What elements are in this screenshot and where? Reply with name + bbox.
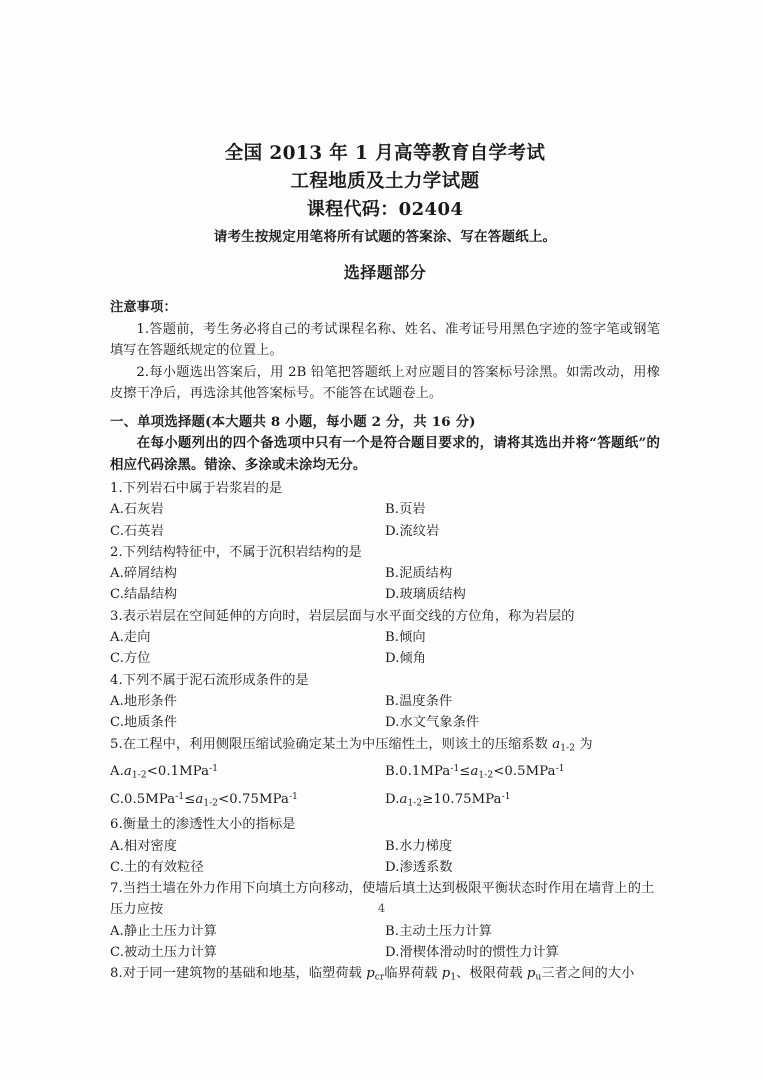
- option-b[interactable]: B.水力梯度: [385, 838, 453, 854]
- option-row: [110, 691, 660, 712]
- note-item-2: 2.每小题选出答案后，用 2B 铅笔把答题纸上对应题目的答案标号涂黑。如需改动，用橡皮擦干净后，再选涂其他答案标号。不能答在试题卷上。: [110, 364, 660, 401]
- unit-exponent: -1: [501, 791, 511, 802]
- question-stem-prefix: 5.在工程中，利用侧限压缩试验确定某土为中压缩性土，则该土的压缩系数: [110, 736, 553, 752]
- option-row: [110, 648, 660, 669]
- option-lead: 0.1MPa: [399, 764, 451, 780]
- exam-subject-title: 工程地质及土力学试题: [290, 171, 480, 192]
- title-block: [110, 140, 660, 223]
- option-expression: ≥10.75MPa: [422, 791, 502, 807]
- variable-p-1-subscript: 1: [450, 972, 457, 983]
- page-number: 4: [377, 901, 386, 915]
- option-b[interactable]: B.泥质结构: [385, 566, 453, 582]
- variable-p-u-subscript: u: [535, 972, 542, 983]
- question-stem-part-1: 8.对于同一建筑物的基础和地基，临塑荷载: [110, 966, 367, 982]
- question-item: [110, 814, 660, 878]
- option-row: [110, 712, 660, 733]
- option-c[interactable]: C.地质条件: [110, 715, 178, 731]
- variable-p-cr-subscript: cr: [374, 972, 385, 983]
- relation-operator: ≤: [184, 791, 196, 807]
- question-item: [110, 542, 660, 606]
- exam-title-line-1: 全国 2013 年 1 月高等教育自学考试: [224, 143, 546, 164]
- option-a[interactable]: A.走向: [110, 630, 151, 646]
- option-expression: <0.75MPa: [218, 791, 289, 807]
- question-stem-part-4: 三者之间的大小: [541, 966, 635, 982]
- option-row: [110, 499, 660, 520]
- notes-heading: 注意事项：: [110, 300, 177, 315]
- option-label: B.: [385, 764, 400, 780]
- option-c[interactable]: [110, 787, 385, 815]
- option-row: [110, 584, 660, 605]
- option-expression: <0.5MPa: [493, 764, 556, 780]
- option-d[interactable]: [385, 787, 660, 815]
- variable-a-subscript: 1-2: [560, 742, 576, 753]
- option-label: C.: [110, 791, 125, 807]
- variable-a-subscript: 1-2: [203, 798, 219, 808]
- option-a[interactable]: A.相对密度: [110, 838, 178, 854]
- question-stem-part-3: 、极限荷载: [456, 966, 527, 982]
- option-row: [110, 942, 660, 963]
- unit-exponent: -1: [209, 764, 219, 775]
- option-d[interactable]: D.流纹岩: [385, 523, 440, 539]
- option-d[interactable]: D.渗透系数: [385, 859, 453, 875]
- option-d[interactable]: D.水文气象条件: [385, 715, 480, 731]
- variable-p-u: p: [526, 966, 536, 982]
- question-stem: 6.衡量土的渗透性大小的指标是: [110, 817, 296, 833]
- option-c[interactable]: C.方位: [110, 651, 151, 667]
- question-stem-part-2: 临界荷载: [384, 966, 442, 982]
- question-stem: 2.下列结构特征中，不属于沉积岩结构的是: [110, 544, 362, 560]
- option-b[interactable]: B.倾向: [385, 630, 426, 646]
- option-b[interactable]: B.主动土压力计算: [385, 923, 493, 939]
- variable-a: a: [470, 764, 479, 780]
- option-d[interactable]: D.倾角: [385, 651, 427, 667]
- option-a[interactable]: A.碎屑结构: [110, 566, 178, 582]
- option-row: [110, 787, 660, 815]
- option-row: [110, 563, 660, 584]
- option-a[interactable]: [110, 759, 385, 787]
- variable-a-subscript: 1-2: [478, 770, 494, 781]
- variable-a-subscript: 1-2: [407, 798, 423, 808]
- option-c[interactable]: C.被动土压力计算: [110, 945, 218, 961]
- variable-a: a: [123, 764, 132, 780]
- unit-exponent: -1: [450, 764, 460, 775]
- option-row: [110, 627, 660, 648]
- question-item: [110, 478, 660, 542]
- option-a[interactable]: A.石灰岩: [110, 502, 164, 518]
- option-row: [110, 521, 660, 542]
- question-stem: [110, 734, 660, 760]
- variable-a: a: [399, 791, 408, 807]
- option-b[interactable]: B.页岩: [385, 502, 426, 518]
- section-description: 在每小题列出的四个备选项中只有一个是符合题目要求的，请将其选出并将“答题纸”的相应代码涂黑。错涂、多涂或未涂均无分。: [110, 435, 660, 473]
- option-label: D.: [385, 791, 400, 807]
- option-b[interactable]: [385, 759, 660, 787]
- notes-block: [110, 297, 660, 405]
- option-d[interactable]: D.滑楔体滑动时的惯性力计算: [385, 945, 559, 961]
- option-label: A.: [110, 764, 124, 780]
- part-title: 选择题部分: [343, 263, 427, 282]
- option-expression: <0.1MPa: [146, 764, 210, 780]
- question-stem: 1.下列岩石中属于岩浆岩的是: [110, 481, 283, 496]
- question-stem: [110, 963, 660, 989]
- option-a[interactable]: A.静止土压力计算: [110, 923, 217, 939]
- section-block: [110, 412, 660, 477]
- question-stem: 7.当挡土墙在外力作用下向填土方向移动，使墙后填土达到极限平衡状态时作用在墙背上的土压力应按: [110, 881, 655, 918]
- option-row: [110, 836, 660, 857]
- question-item: [110, 963, 660, 989]
- option-a[interactable]: A.地形条件: [110, 693, 178, 709]
- unit-exponent: -1: [288, 791, 298, 802]
- unit-exponent: -1: [555, 764, 565, 775]
- question-item: [110, 606, 660, 670]
- option-c[interactable]: C.石英岩: [110, 523, 164, 539]
- section-title: 一、单项选择题(本大题共 8 小题，每小题 2 分，共 16 分): [110, 413, 476, 430]
- option-row: [110, 921, 660, 942]
- question-item: [110, 734, 660, 815]
- page-content: [110, 140, 660, 989]
- question-item: [110, 670, 660, 734]
- question-stem: 3.表示岩层在空间延伸的方向时，岩层层面与水平面交线的方位角，称为岩层的: [110, 608, 575, 624]
- exam-instruction-line: 请考生按规定用笔将所有试题的答案涂、写在答题纸上。: [213, 229, 557, 245]
- variable-a: a: [195, 791, 204, 807]
- option-d[interactable]: D.玻璃质结构: [385, 587, 466, 603]
- option-c[interactable]: C.土的有效粒径: [110, 859, 204, 875]
- question-stem: 4.下列不属于泥石流形成条件的是: [110, 672, 309, 688]
- variable-p-1: p: [441, 966, 451, 982]
- course-code: 课程代码：02404: [306, 199, 464, 220]
- variable-a-subscript: 1-2: [131, 770, 147, 781]
- relation-operator: ≤: [459, 764, 471, 780]
- note-item-1: 1.答题前，考生务必将自己的考试课程名称、姓名、准考证号用黑色字迹的签字笔或钢笔填写在答题纸规定的位置上。: [110, 321, 660, 358]
- option-lead: 0.5MPa: [124, 791, 176, 807]
- variable-a: a: [552, 736, 561, 752]
- option-c[interactable]: C.结晶结构: [110, 587, 178, 603]
- unit-exponent: -1: [175, 791, 185, 802]
- question-item: [110, 878, 660, 963]
- option-b[interactable]: B.温度条件: [385, 693, 453, 709]
- option-row: [110, 857, 660, 878]
- variable-p-cr: p: [366, 966, 375, 982]
- option-row: [110, 759, 660, 787]
- question-stem-suffix: 为: [575, 736, 593, 752]
